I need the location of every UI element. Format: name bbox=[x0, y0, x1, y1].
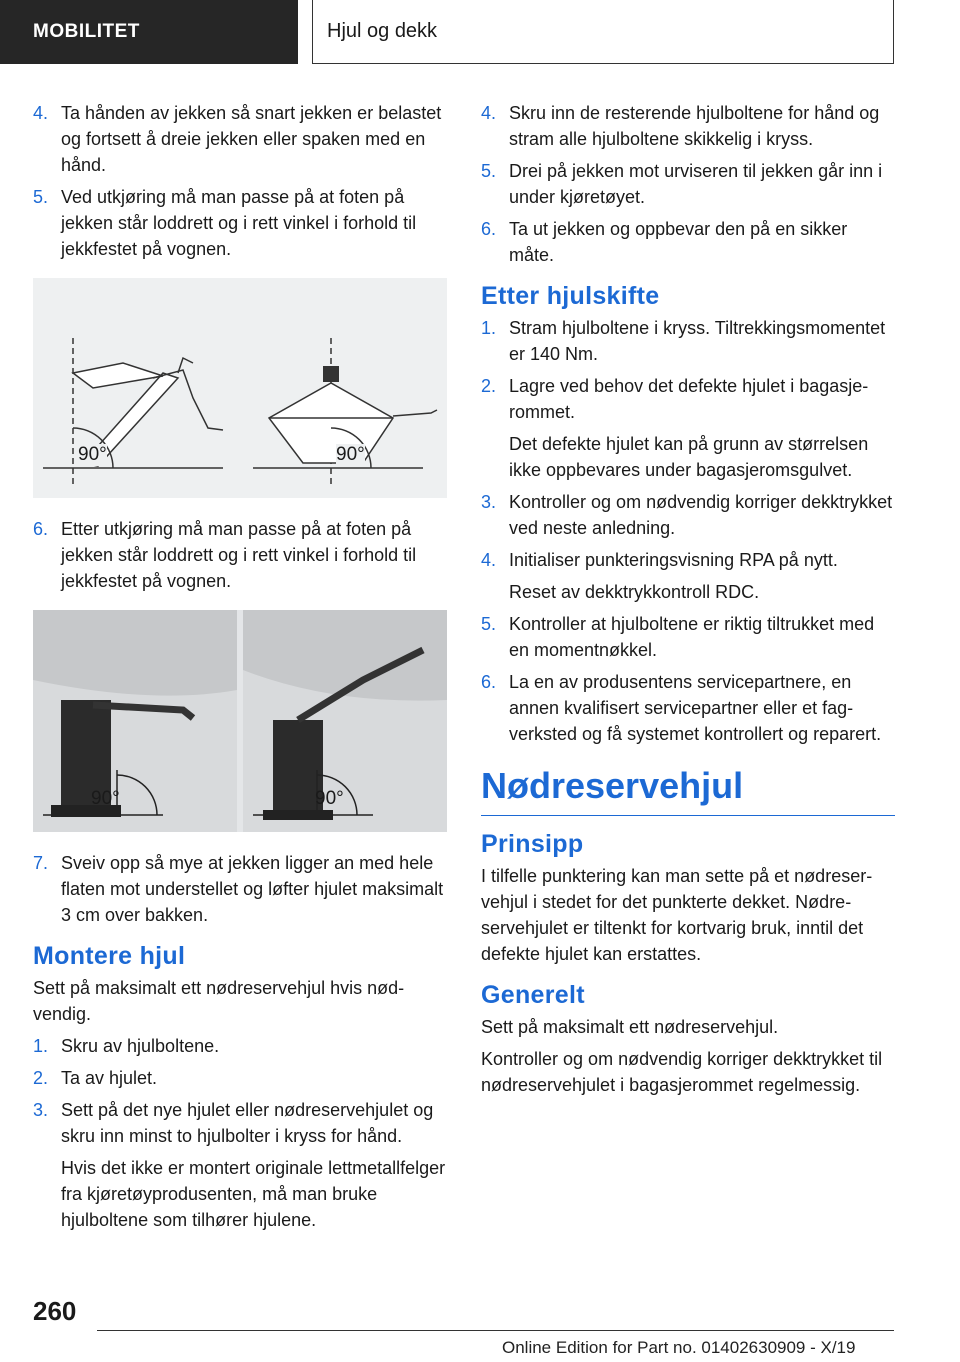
chapter-title: Hjul og dekk bbox=[327, 20, 438, 42]
left-column bbox=[33, 100, 447, 1239]
step-number: 5. bbox=[33, 187, 49, 207]
step-text: Ta hånden av jekken så snart jekken er belastet og fortsett å dreie jekken eller spaken med en hånd. bbox=[61, 103, 442, 175]
jack-photo-figure bbox=[33, 610, 447, 832]
step-text: Sett på det nye hjulet eller nødreservehjulet og skru inn minst to hjulbolter i kryss for hånd. bbox=[61, 1100, 434, 1146]
step-number: 4. bbox=[481, 103, 497, 123]
list-item bbox=[33, 1097, 447, 1149]
step-note: Det defekte hjulet kan på grunn av størrelsen ikke oppbevares under bagasjeromsgulvet. bbox=[509, 434, 869, 480]
angle-label: 90° bbox=[315, 788, 344, 809]
step-number: 2. bbox=[481, 376, 497, 396]
main-heading: Nødreservehjul bbox=[481, 765, 895, 816]
list-item bbox=[33, 1033, 447, 1059]
step-number: 1. bbox=[481, 318, 497, 338]
step-text: Skru inn de resterende hjulboltene for hånd og stram alle hjulboltene skikkelig i kryss. bbox=[509, 103, 880, 149]
paragraph: Kontroller og om nødvendig korriger dekktrykket til nødreservehjulet i bagasjerommet regelmessig. bbox=[481, 1049, 883, 1095]
step-text: Etter utkjøring må man passe på at foten på jekken står loddrett og i rett vinkel i forhold til jekkfestet på vognen. bbox=[61, 519, 417, 591]
section-heading: Montere hjul bbox=[33, 942, 186, 970]
list-item bbox=[33, 850, 447, 928]
step-number: 4. bbox=[481, 550, 497, 570]
footer-edition: Online Edition for Part no. 01402630909 - X/19 bbox=[502, 1338, 856, 1357]
step-number: 6. bbox=[481, 672, 497, 692]
paragraph: Sett på maksimalt ett nødreservehjul hvis nødvendig. bbox=[33, 978, 405, 1024]
section-heading: Generelt bbox=[481, 981, 585, 1009]
step-number: 5. bbox=[481, 614, 497, 634]
step-text: Skru av hjulboltene. bbox=[61, 1036, 220, 1056]
step-text: Ved utkjøring må man passe på at foten på jekken står loddrett og i rett vinkel i forhold til jekkfestet på vognen. bbox=[61, 187, 417, 259]
paragraph: Sett på maksimalt ett nødreservehjul. bbox=[481, 1017, 779, 1037]
step-text: Initialiser punkteringsvisning RPA på nytt. bbox=[509, 550, 838, 570]
angle-label: 90° bbox=[78, 444, 107, 465]
step-number: 1. bbox=[33, 1036, 49, 1056]
section-title: MOBILITET bbox=[33, 21, 140, 42]
list-item bbox=[481, 100, 895, 152]
step-note: Hvis det ikke er montert originale lettmetallfelger fra kjøretøyprodusenten, må man bruke hjulboltene som tilhører hjulene. bbox=[61, 1158, 446, 1230]
step-text: Kontroller at hjulboltene er riktig tiltrukket med en momentnøkkel. bbox=[509, 614, 875, 660]
step-text: La en av produsentens servicepartnere, en annen kvalifisert servicepartner eller et fagverksted og få systemet kontrollert og reparert. bbox=[509, 672, 882, 744]
list-item bbox=[481, 489, 895, 541]
page-number: 260 bbox=[33, 1296, 77, 1326]
angle-label: 90° bbox=[91, 788, 120, 809]
step-text: Lagre ved behov det defekte hjulet i bagasjerommet. bbox=[509, 376, 869, 422]
step-number: 3. bbox=[33, 1100, 49, 1120]
chapter-header bbox=[312, 0, 894, 64]
list-item bbox=[481, 611, 895, 663]
list-item bbox=[481, 547, 895, 573]
step-number: 2. bbox=[33, 1068, 49, 1088]
footer-divider bbox=[97, 1330, 894, 1331]
list-item bbox=[481, 216, 895, 268]
step-note: Reset av dekktrykkontroll RDC. bbox=[509, 582, 760, 602]
jack-diagram-figure bbox=[33, 278, 447, 498]
section-heading: Prinsipp bbox=[481, 830, 584, 858]
step-text: Ta ut jekken og oppbevar den på en sikker måte. bbox=[509, 219, 848, 265]
step-number: 7. bbox=[33, 853, 49, 873]
step-number: 6. bbox=[481, 219, 497, 239]
list-item bbox=[33, 1065, 447, 1091]
list-item bbox=[481, 158, 895, 210]
step-number: 6. bbox=[33, 519, 49, 539]
paragraph: I tilfelle punktering kan man sette på et nødreservehjul i stedet for det punkterte dekket. Nødreservehjulet er tiltenkt for kortvarig bruk, inntil det defekte hjulet kan erstattes. bbox=[481, 866, 873, 964]
list-item bbox=[481, 669, 895, 747]
section-heading: Etter hjulskifte bbox=[481, 282, 660, 310]
step-text: Stram hjulboltene i kryss. Tiltrekkingsmomentet er 140 Nm. bbox=[509, 318, 886, 364]
step-number: 5. bbox=[481, 161, 497, 181]
list-item bbox=[33, 516, 447, 594]
step-number: 3. bbox=[481, 492, 497, 512]
right-column bbox=[481, 100, 895, 1104]
step-text: Sveiv opp så mye at jekken ligger an med hele flaten mot understellet og løfter hjulet maksimalt 3 cm over bakken. bbox=[61, 853, 444, 925]
list-item bbox=[33, 100, 447, 178]
angle-label: 90° bbox=[336, 444, 365, 465]
list-item bbox=[33, 184, 447, 262]
step-text: Ta av hjulet. bbox=[61, 1068, 158, 1088]
step-number: 4. bbox=[33, 103, 49, 123]
step-text: Drei på jekken mot urviseren til jekken går inn i under kjøretøyet. bbox=[509, 161, 883, 207]
section-tab bbox=[0, 0, 298, 64]
list-item bbox=[481, 315, 895, 367]
list-item bbox=[481, 373, 895, 425]
step-text: Kontroller og om nødvendig korriger dekktrykket ved neste anledning. bbox=[509, 492, 893, 538]
